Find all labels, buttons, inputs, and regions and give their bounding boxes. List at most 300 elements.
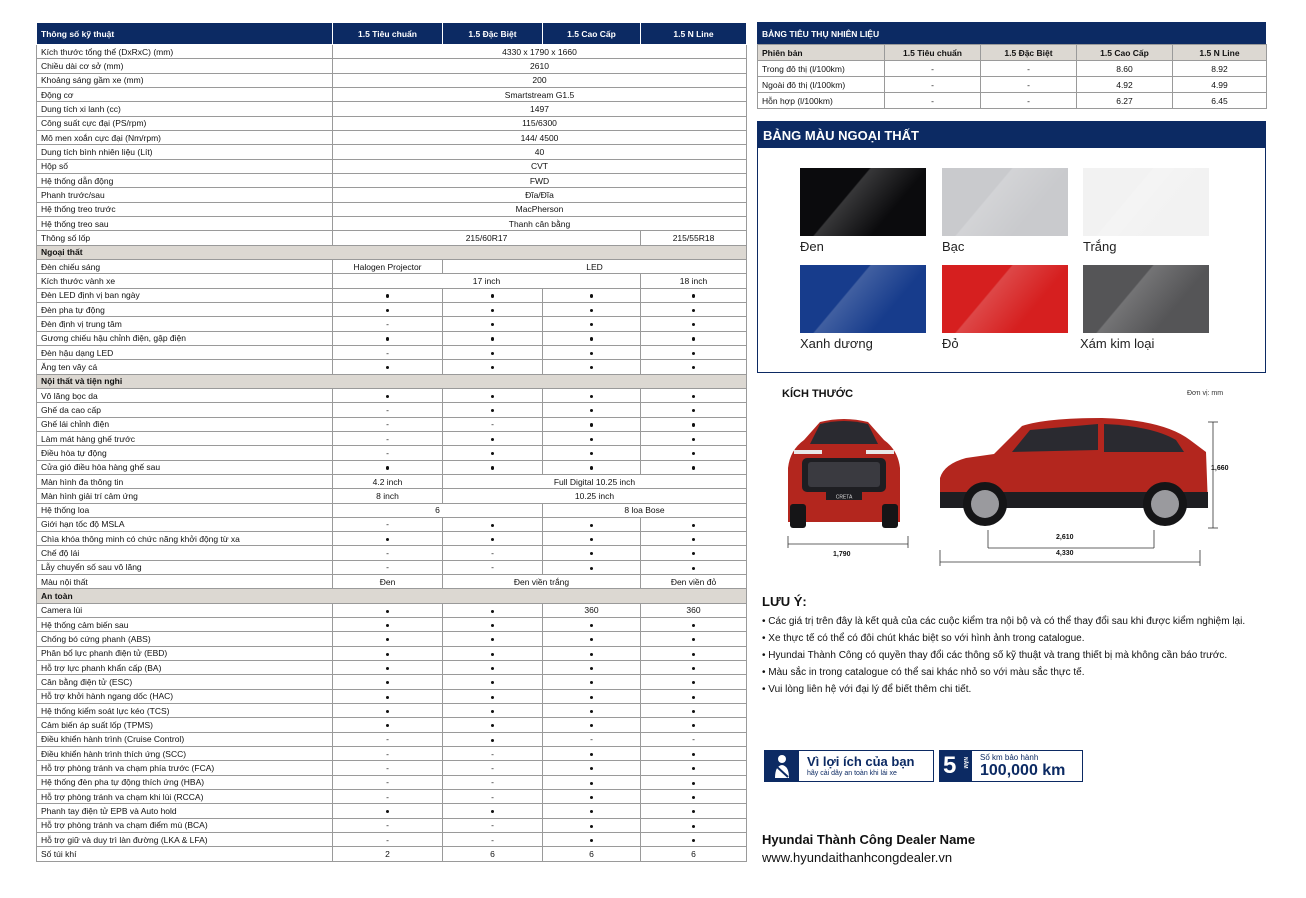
spec-row-label: Hệ thống cảm biến sau — [37, 618, 333, 632]
spec-row-label: Cảm biến áp suất lốp (TPMS) — [37, 718, 333, 732]
bullet-icon — [590, 825, 593, 828]
spec-cell-bullet — [543, 747, 641, 761]
spec-cell-bullet — [641, 546, 747, 560]
bullet-icon — [491, 638, 494, 641]
spec-cell-bullet — [443, 317, 543, 331]
spec-row — [37, 360, 747, 374]
fuel-row-label: Hỗn hợp (l/100km) — [758, 93, 885, 109]
spec-cell: - — [641, 732, 747, 746]
spec-cell-bullet — [641, 532, 747, 546]
spec-row-label: Hệ thống treo sau — [37, 216, 333, 230]
spec-row — [37, 474, 747, 488]
bullet-icon — [386, 337, 389, 340]
bullet-icon — [590, 810, 593, 813]
spec-cell: - — [333, 403, 443, 417]
spec-row-label: Công suất cực đại (PS/rpm) — [37, 116, 333, 130]
spec-row-label: Gương chiếu hậu chỉnh điện, gập điện — [37, 331, 333, 345]
spec-cell-bullet — [641, 747, 747, 761]
bullet-icon — [491, 724, 494, 727]
spec-cell: - — [443, 761, 543, 775]
spec-row-label: Hỗ trợ lực phanh khẩn cấp (BA) — [37, 661, 333, 675]
bullet-icon — [692, 452, 695, 455]
bullet-icon — [386, 624, 389, 627]
color-swatch-red — [942, 265, 1068, 333]
spec-cell: MacPherson — [333, 202, 747, 216]
fuel-row — [758, 61, 1267, 77]
bullet-icon — [386, 366, 389, 369]
spec-row — [37, 646, 747, 660]
spec-row — [37, 331, 747, 345]
spec-row-label: Giới hạn tốc độ MSLA — [37, 517, 333, 531]
dimension-height: 1,660 — [1211, 465, 1229, 472]
spec-cell: 144/ 4500 — [333, 130, 747, 144]
bullet-icon — [692, 681, 695, 684]
warranty-years-unit: NĂM — [962, 757, 968, 769]
spec-cell-bullet — [543, 775, 641, 789]
warranty-badge — [939, 750, 1083, 782]
bullet-icon — [386, 309, 389, 312]
spec-cell: 360 — [543, 603, 641, 617]
bullet-icon — [491, 452, 494, 455]
spec-row — [37, 231, 747, 245]
bullet-icon — [692, 782, 695, 785]
spec-cell-bullet — [443, 804, 543, 818]
spec-cell-bullet — [543, 618, 641, 632]
fuel-cell: - — [885, 77, 981, 93]
spec-cell-bullet — [641, 560, 747, 574]
spec-cell-bullet — [443, 517, 543, 531]
bullet-icon — [692, 395, 695, 398]
bullet-icon — [590, 710, 593, 713]
spec-row — [37, 45, 747, 59]
spec-cell-bullet — [443, 618, 543, 632]
spec-cell: - — [443, 833, 543, 847]
spec-cell: 1497 — [333, 102, 747, 116]
spec-cell-bullet — [543, 761, 641, 775]
bullet-icon — [692, 567, 695, 570]
spec-cell-bullet — [443, 446, 543, 460]
spec-cell-bullet — [641, 818, 747, 832]
spec-cell-bullet — [333, 804, 443, 818]
spec-cell: - — [333, 345, 443, 359]
spec-row-label: Ghế da cao cấp — [37, 403, 333, 417]
spec-cell-bullet — [543, 689, 641, 703]
bullet-icon — [590, 438, 593, 441]
spec-row-label: Chìa khóa thông minh có chức năng khởi động từ xa — [37, 532, 333, 546]
bullet-icon — [692, 423, 695, 426]
fuel-table — [757, 44, 1267, 109]
spec-cell: FWD — [333, 173, 747, 187]
bullet-icon — [590, 466, 593, 469]
spec-cell-bullet — [641, 417, 747, 431]
fuel-header-cell: 1.5 Đặc Biệt — [981, 45, 1077, 61]
spec-row — [37, 274, 747, 288]
car-badge: CRETA — [835, 494, 853, 501]
spec-row — [37, 503, 747, 517]
spec-cell: - — [333, 546, 443, 560]
bullet-icon — [491, 352, 494, 355]
spec-cell-bullet — [333, 603, 443, 617]
spec-cell: 17 inch — [333, 274, 641, 288]
spec-row-label: Phanh tay điện tử EPB và Auto hold — [37, 804, 333, 818]
spec-cell-bullet — [641, 331, 747, 345]
spec-cell-bullet — [641, 345, 747, 359]
spec-cell: Đĩa/Đĩa — [333, 188, 747, 202]
bullet-icon — [386, 667, 389, 670]
spec-row — [37, 775, 747, 789]
spec-cell-bullet — [443, 532, 543, 546]
spec-cell-bullet — [543, 302, 641, 316]
spec-cell-bullet — [641, 403, 747, 417]
bullet-icon — [692, 696, 695, 699]
spec-cell: 6 — [543, 847, 641, 861]
spec-cell: Full Digital 10.25 inch — [443, 474, 747, 488]
spec-row-label: Điều khiển hành trình thích ứng (SCC) — [37, 747, 333, 761]
spec-cell-bullet — [641, 675, 747, 689]
bullet-icon — [590, 395, 593, 398]
spec-row — [37, 116, 747, 130]
bullet-icon — [692, 825, 695, 828]
note-item: • Hyundai Thành Công có quyền thay đổi các thông số kỹ thuật và trang thiết bị mà không cần báo trước. — [762, 650, 1228, 661]
bullet-icon — [590, 366, 593, 369]
bullet-icon — [491, 337, 494, 340]
spec-header-cell: 1.5 N Line — [641, 23, 747, 45]
spec-cell-bullet — [333, 661, 443, 675]
fuel-table-title: BẢNG TIÊU THỤ NHIÊN LIỆU — [757, 22, 1266, 44]
spec-header-cell: 1.5 Cao Cấp — [543, 23, 641, 45]
fuel-header-cell: 1.5 N Line — [1173, 45, 1267, 61]
spec-row-label: Hệ thống loa — [37, 503, 333, 517]
dimensions-title: KÍCH THƯỚC — [782, 388, 854, 400]
bullet-icon — [590, 309, 593, 312]
fuel-header-cell: 1.5 Cao Cấp — [1077, 45, 1173, 61]
spec-cell-bullet — [543, 718, 641, 732]
spec-cell: 10.25 inch — [443, 489, 747, 503]
spec-row-label: Hệ thống đèn pha tự động thích ứng (HBA) — [37, 775, 333, 789]
spec-cell-bullet — [543, 560, 641, 574]
bullet-icon — [491, 438, 494, 441]
spec-row — [37, 302, 747, 316]
spec-cell-bullet — [543, 632, 641, 646]
bullet-icon — [692, 438, 695, 441]
seatbelt-badge — [764, 750, 934, 782]
spec-section-row — [37, 245, 747, 259]
spec-cell-bullet — [333, 632, 443, 646]
spec-cell-bullet — [543, 833, 641, 847]
spec-cell: - — [443, 790, 543, 804]
spec-row-label: Mô men xoắn cực đại (Nm/rpm) — [37, 130, 333, 144]
spec-cell: 4.2 inch — [333, 474, 443, 488]
spec-row-label: Hệ thống treo trước — [37, 202, 333, 216]
bullet-icon — [491, 524, 494, 527]
spec-cell-bullet — [641, 618, 747, 632]
fuel-row — [758, 93, 1267, 109]
spec-cell-bullet — [333, 388, 443, 402]
fuel-cell: 4.92 — [1077, 77, 1173, 93]
bullet-icon — [692, 810, 695, 813]
spec-row — [37, 532, 747, 546]
spec-row-label: Màu nội thất — [37, 575, 333, 589]
bullet-icon — [590, 294, 593, 297]
spec-cell-bullet — [641, 317, 747, 331]
spec-row-label: Chế độ lái — [37, 546, 333, 560]
spec-cell: - — [333, 833, 443, 847]
spec-row — [37, 689, 747, 703]
spec-cell-bullet — [641, 446, 747, 460]
spec-cell: 18 inch — [641, 274, 747, 288]
bullet-icon — [692, 839, 695, 842]
spec-cell-bullet — [443, 331, 543, 345]
spec-row — [37, 732, 747, 746]
spec-row-label: Dung tích xi lanh (cc) — [37, 102, 333, 116]
dealer-name: Hyundai Thành Công Dealer Name — [762, 832, 976, 847]
color-swatch-white — [1083, 168, 1209, 236]
spec-cell-bullet — [543, 331, 641, 345]
warranty-years-box — [940, 751, 972, 781]
spec-header-cell: 1.5 Tiêu chuẩn — [333, 23, 443, 45]
spec-cell-bullet — [641, 302, 747, 316]
color-label: Xanh dương — [800, 336, 873, 351]
spec-cell: - — [543, 732, 641, 746]
spec-cell-bullet — [443, 689, 543, 703]
spec-cell-bullet — [333, 689, 443, 703]
spec-cell-bullet — [641, 704, 747, 718]
spec-cell: Đen viền đỏ — [641, 575, 747, 589]
bullet-icon — [590, 552, 593, 555]
bullet-icon — [692, 638, 695, 641]
spec-cell-bullet — [333, 460, 443, 474]
color-label: Xám kim loại — [1080, 336, 1155, 351]
fuel-row-label: Trong đô thị (l/100km) — [758, 61, 885, 77]
spec-row — [37, 546, 747, 560]
spec-cell-bullet — [543, 345, 641, 359]
spec-cell: 4330 x 1790 x 1660 — [333, 45, 747, 59]
fuel-cell: 6.27 — [1077, 93, 1173, 109]
note-item: • Vui lòng liên hệ với đại lý để biết thêm chi tiết. — [762, 684, 972, 695]
bullet-icon — [386, 610, 389, 613]
spec-row — [37, 489, 747, 503]
bullet-icon — [491, 810, 494, 813]
bullet-icon — [491, 696, 494, 699]
bullet-icon — [590, 696, 593, 699]
spec-row-label: Hệ thống dẫn động — [37, 173, 333, 187]
spec-row — [37, 818, 747, 832]
spec-cell: 8 inch — [333, 489, 443, 503]
spec-row — [37, 431, 747, 445]
spec-cell-bullet — [641, 431, 747, 445]
spec-cell-bullet — [443, 403, 543, 417]
bullet-icon — [386, 724, 389, 727]
spec-section-label: Nội thất và tiện nghi — [37, 374, 747, 388]
spec-table-body — [37, 45, 747, 862]
spec-cell: Halogen Projector — [333, 259, 443, 273]
spec-cell-bullet — [443, 302, 543, 316]
bullet-icon — [491, 610, 494, 613]
spec-cell-bullet — [641, 661, 747, 675]
spec-cell-bullet — [443, 431, 543, 445]
spec-row-label: Hệ thống kiểm soát lực kéo (TCS) — [37, 704, 333, 718]
color-label: Đỏ — [942, 336, 959, 351]
note-item: • Màu sắc in trong catalogue có thể sai khác nhỏ so với màu sắc thực tế. — [762, 667, 1085, 678]
seatbelt-icon — [765, 751, 799, 781]
bullet-icon — [692, 337, 695, 340]
spec-row — [37, 675, 747, 689]
spec-row — [37, 73, 747, 87]
spec-row-label: Chiều dài cơ sở (mm) — [37, 59, 333, 73]
spec-cell-bullet — [333, 532, 443, 546]
spec-cell-bullet — [443, 661, 543, 675]
spec-cell: CVT — [333, 159, 747, 173]
bullet-icon — [590, 624, 593, 627]
bullet-icon — [386, 466, 389, 469]
spec-row — [37, 833, 747, 847]
spec-cell-bullet — [543, 646, 641, 660]
spec-row — [37, 603, 747, 617]
spec-row — [37, 704, 747, 718]
spec-cell-bullet — [641, 360, 747, 374]
spec-section-label: Ngoại thất — [37, 245, 747, 259]
spec-cell: - — [333, 747, 443, 761]
dimensions-unit: Đơn vị: mm — [1187, 390, 1224, 397]
fuel-cell: 4.99 — [1173, 77, 1267, 93]
bullet-icon — [692, 323, 695, 326]
spec-cell-bullet — [543, 288, 641, 302]
bullet-icon — [692, 624, 695, 627]
spec-cell: 6 — [333, 503, 543, 517]
bullet-icon — [692, 538, 695, 541]
spec-cell-bullet — [443, 704, 543, 718]
spec-cell-bullet — [443, 718, 543, 732]
spec-cell: Smartstream G1.5 — [333, 87, 747, 101]
spec-cell-bullet — [333, 618, 443, 632]
bullet-icon — [590, 681, 593, 684]
spec-table — [36, 22, 747, 862]
note-item: • Xe thực tế có thể có đôi chút khác biệt so với hình ảnh trong catalogue. — [762, 633, 1085, 644]
bullet-icon — [590, 796, 593, 799]
spec-cell-bullet — [443, 632, 543, 646]
bullet-icon — [386, 538, 389, 541]
spec-row-label: Làm mát hàng ghế trước — [37, 431, 333, 445]
spec-cell-bullet — [443, 388, 543, 402]
spec-cell-bullet — [543, 431, 641, 445]
spec-cell-bullet — [443, 460, 543, 474]
dimension-width: 1,790 — [833, 551, 851, 558]
bullet-icon — [590, 724, 593, 727]
dealer-url[interactable]: www.hyundaithanhcongdealer.vn — [762, 850, 953, 865]
spec-cell: 40 — [333, 145, 747, 159]
spec-cell-bullet — [443, 646, 543, 660]
spec-cell-bullet — [333, 646, 443, 660]
bullet-icon — [590, 337, 593, 340]
spec-row-label: Kích thước tổng thể (DxRxC) (mm) — [37, 45, 333, 59]
spec-cell: 6 — [641, 847, 747, 861]
spec-header-row — [37, 23, 747, 45]
spec-cell-bullet — [543, 360, 641, 374]
note-item: • Các giá trị trên đây là kết quả của các cuộc kiểm tra nội bộ và có thể thay đổi sau khi được kiểm nghiệm lại. — [762, 616, 1246, 627]
bullet-icon — [386, 294, 389, 297]
spec-row-label: Động cơ — [37, 87, 333, 101]
spec-row — [37, 718, 747, 732]
bullet-icon — [590, 452, 593, 455]
color-swatch-gray — [1083, 265, 1209, 333]
spec-row — [37, 575, 747, 589]
spec-row-label: Phanh trước/sau — [37, 188, 333, 202]
spec-cell-bullet — [333, 288, 443, 302]
spec-row — [37, 747, 747, 761]
spec-row-label: Dung tích bình nhiên liệu (Lít) — [37, 145, 333, 159]
spec-cell: Đen viền trắng — [443, 575, 641, 589]
spec-cell: 8 loa Bose — [543, 503, 747, 517]
color-swatch-silver — [942, 168, 1068, 236]
warranty-km: 100,000 km — [980, 762, 1066, 779]
spec-cell: - — [333, 790, 443, 804]
spec-cell-bullet — [543, 804, 641, 818]
spec-row-label: Vô lăng bọc da — [37, 388, 333, 402]
spec-cell-bullet — [543, 704, 641, 718]
dimension-length: 4,330 — [1056, 550, 1074, 557]
spec-row-label: Lẫy chuyển số sau vô lăng — [37, 560, 333, 574]
bullet-icon — [386, 638, 389, 641]
spec-row — [37, 417, 747, 431]
bullet-icon — [692, 466, 695, 469]
bullet-icon — [386, 653, 389, 656]
color-swatch-black — [800, 168, 926, 236]
spec-cell: 215/60R17 — [333, 231, 641, 245]
spec-cell-bullet — [641, 804, 747, 818]
fuel-row-label: Ngoài đô thị (l/100km) — [758, 77, 885, 93]
fuel-cell: 6.45 — [1173, 93, 1267, 109]
bullet-icon — [692, 653, 695, 656]
spec-cell-bullet — [641, 790, 747, 804]
bullet-icon — [590, 667, 593, 670]
spec-cell-bullet — [443, 732, 543, 746]
spec-row — [37, 159, 747, 173]
bullet-icon — [590, 323, 593, 326]
bullet-icon — [590, 524, 593, 527]
bullet-icon — [590, 352, 593, 355]
spec-row-label: Đèn LED định vị ban ngày — [37, 288, 333, 302]
spec-cell-bullet — [443, 675, 543, 689]
bullet-icon — [692, 366, 695, 369]
spec-cell-bullet — [543, 388, 641, 402]
spec-row-label: Hỗ trợ khởi hành ngang dốc (HAC) — [37, 689, 333, 703]
bullet-icon — [590, 839, 593, 842]
bullet-icon — [590, 767, 593, 770]
spec-row — [37, 202, 747, 216]
fuel-header-cell: Phiên bản — [758, 45, 885, 61]
spec-row — [37, 790, 747, 804]
bullet-icon — [692, 767, 695, 770]
spec-row — [37, 216, 747, 230]
spec-cell-bullet — [543, 790, 641, 804]
bullet-icon — [692, 724, 695, 727]
bullet-icon — [491, 538, 494, 541]
seatbelt-badge-title: Vì lợi ích của bạn — [807, 754, 915, 769]
spec-row-label: Hỗ trợ phòng tránh va chạm khi lùi (RCCA) — [37, 790, 333, 804]
warranty-label: Số km bảo hành — [980, 753, 1039, 762]
car-side-view — [940, 418, 1218, 566]
spec-row — [37, 102, 747, 116]
spec-section-label: An toàn — [37, 589, 747, 603]
spec-row-label: Điều khiển hành trình (Cruise Control) — [37, 732, 333, 746]
spec-cell: - — [333, 732, 443, 746]
bullet-icon — [692, 796, 695, 799]
spec-cell-bullet — [641, 646, 747, 660]
spec-cell: - — [443, 775, 543, 789]
dimension-wheelbase: 2,610 — [1056, 534, 1074, 541]
bullet-icon — [491, 323, 494, 326]
bullet-icon — [386, 810, 389, 813]
